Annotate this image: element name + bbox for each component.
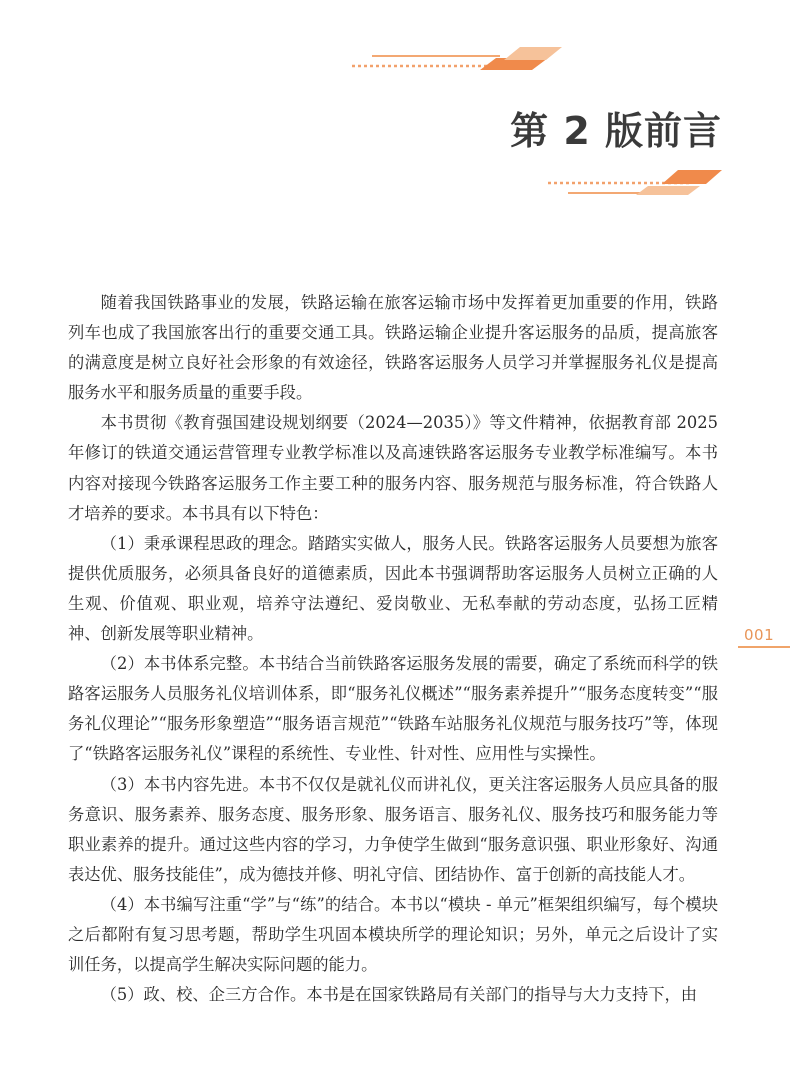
paragraph-basis: 本书贯彻《教育强国建设规划纲要（2024—2035）》等文件精神，依据教育部 2025 年修订的铁道交通运营管理专业教学标准以及高速铁路客运服务专业教学标准编写。本书内容对接现今铁路客运服务工作主要工种的服务内容、服务规范与服务标准，符合铁路人才培养的要求。本书具有以下特色： <box>68 413 718 523</box>
preface-body <box>68 288 718 1010</box>
page-number: 001 <box>744 626 775 644</box>
paragraph-intro: 随着我国铁路事业的发展，铁路运输在旅客运输市场中发挥着更加重要的作用，铁路列车也成了我国旅客出行的重要交通工具。铁路运输企业提升客运服务的品质，提高旅客的满意度是树立良好社会形象的有效途径，铁路客运服务人员学习并掌握服务礼仪是提高服务水平和服务质量的重要手段。 <box>68 293 718 403</box>
paragraph-feature-3: （3）本书内容先进。本书不仅仅是就礼仪而讲礼仪，更关注客运服务人员应具备的服务意识、服务素养、服务态度、服务形象、服务语言、服务礼仪、服务技巧和服务能力等职业素养的提升。通过这些内容的学习，力争使学生做到“服务意识强、职业形象好、沟通表达优、服务技能佳”，成为德技并修、明礼守信、团结协作、富于创新的高技能人才。 <box>68 774 718 884</box>
top-slash-decoration <box>352 47 562 70</box>
paragraph-feature-4: （4）本书编写注重“学”与“练”的结合。本书以“模块 - 单元”框架组织编写，每个模块之后都附有复习思考题，帮助学生巩固本模块所学的理论知识；另外，单元之后设计了实训任务，以提高学生解决实际问题的能力。 <box>68 894 718 975</box>
paragraph-feature-5: （5）政、校、企三方合作。本书是在国家铁路局有关部门的指导与大力支持下，由 <box>100 985 698 1005</box>
page-number-rule <box>738 646 790 648</box>
paragraph-feature-1: （1）秉承课程思政的理念。踏踏实实做人，服务人民。铁路客运服务人员要想为旅客提供优质服务，必须具备良好的道德素质，因此本书强调帮助客运服务人员树立正确的人生观、价值观、职业观，培养守法遵纪、爱岗敬业、无私奉献的劳动态度，弘扬工匠精神、创新发展等职业精神。 <box>68 533 718 644</box>
paragraph-feature-2: （2）本书体系完整。本书结合当前铁路客运服务发展的需要，确定了系统而科学的铁路客运服务人员服务礼仪培训体系，即“服务礼仪概述”“服务素养提升”“服务态度转变”“服务礼仪理论”“服务形象塑造”“服务语言规范”“铁路车站服务礼仪规范与服务技巧”等，体现了“铁路客运服务礼仪”课程的系统性、专业性、针对性、应用性与实操性。 <box>68 654 718 764</box>
bottom-slash-decoration <box>548 170 722 195</box>
page-title: 第 2 版前言 <box>510 109 722 153</box>
